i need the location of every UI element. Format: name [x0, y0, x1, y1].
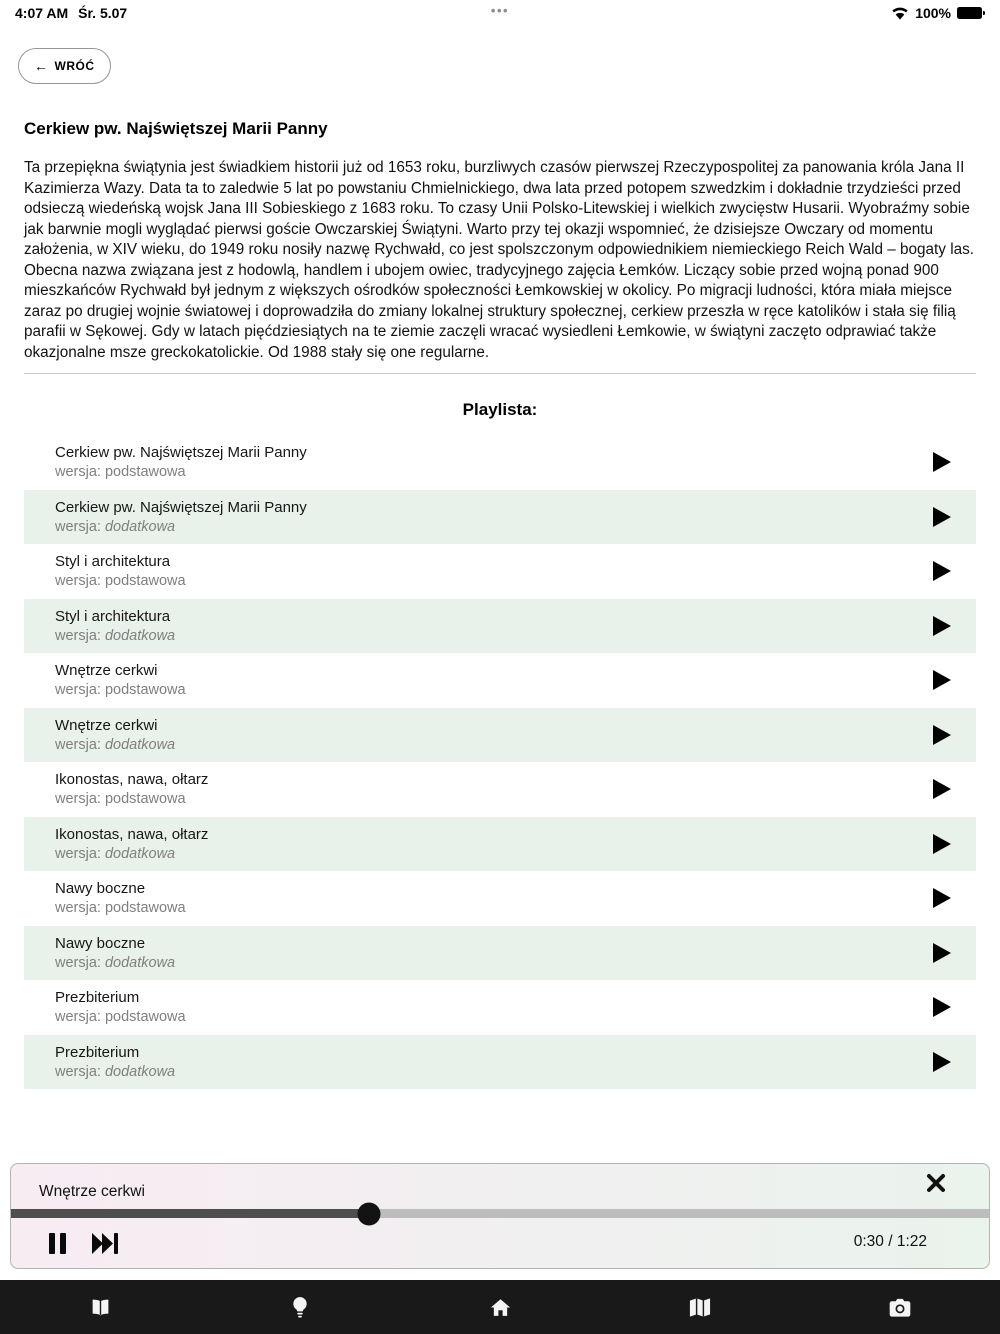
playlist-item-version: dodatkowa	[104, 518, 176, 535]
playlist-item-version-line	[55, 1064, 933, 1080]
playlist-item-version-line	[55, 846, 933, 862]
status-date: Śr. 5.07	[78, 5, 128, 21]
skip-next-icon[interactable]	[92, 1233, 118, 1254]
playlist-item[interactable]	[24, 599, 976, 654]
play-button[interactable]	[933, 779, 951, 799]
playlist-item-version-prefix: wersja:	[55, 1063, 105, 1080]
playlist-item[interactable]	[24, 435, 976, 490]
nav-item-map[interactable]	[600, 1280, 800, 1334]
nav-item-lightbulb[interactable]	[200, 1280, 400, 1334]
playlist-item-version: podstawowa	[104, 900, 186, 917]
playlist-item-version-line	[55, 1009, 933, 1025]
play-button[interactable]	[933, 943, 951, 963]
playlist-item[interactable]	[24, 490, 976, 545]
playlist-item-version-prefix: wersja:	[55, 464, 105, 481]
status-time: 4:07 AM	[15, 5, 69, 21]
playlist-item[interactable]	[24, 708, 976, 763]
playlist-item-version-prefix: wersja:	[55, 791, 105, 808]
audioguide-icon	[90, 1297, 111, 1318]
playlist-item-version-line	[55, 791, 933, 807]
play-button[interactable]	[933, 670, 951, 690]
close-icon[interactable]	[925, 1172, 947, 1194]
back-arrow-icon: ←	[34, 58, 49, 74]
wifi-icon	[891, 7, 909, 20]
play-button[interactable]	[933, 1052, 951, 1072]
playlist-item-version: dodatkowa	[104, 627, 176, 644]
playlist-item-version: podstawowa	[104, 1009, 186, 1026]
play-button[interactable]	[933, 888, 951, 908]
playlist-item-version-prefix: wersja:	[55, 682, 105, 699]
playlist-item-version-prefix: wersja:	[55, 1009, 105, 1026]
nav-item-audioguide[interactable]	[0, 1280, 200, 1334]
audio-player	[10, 1163, 990, 1269]
playlist-item-version-line	[55, 682, 933, 698]
playlist-item-title: Prezbiterium	[55, 1043, 140, 1061]
main-content	[24, 119, 976, 1089]
player-time: 0:30 / 1:22	[853, 1233, 927, 1250]
playlist-item-title: Wnętrze cerkwi	[55, 662, 158, 680]
playlist-item-title: Wnętrze cerkwi	[55, 716, 158, 734]
playlist-item-title: Nawy boczne	[55, 880, 146, 898]
playlist-item-title: Styl i architektura	[55, 607, 171, 625]
battery-icon	[957, 7, 985, 19]
playlist-item-version-line	[55, 519, 933, 535]
playlist-item-title: Ikonostas, nawa, ołtarz	[55, 825, 209, 843]
playlist	[24, 435, 976, 1089]
back-button[interactable]	[18, 48, 111, 84]
bottom-nav	[0, 1280, 1000, 1334]
nav-item-camera[interactable]	[800, 1280, 1000, 1334]
playlist-item[interactable]	[24, 871, 976, 926]
playlist-item[interactable]	[24, 1035, 976, 1090]
playlist-item-title: Nawy boczne	[55, 934, 146, 952]
play-button[interactable]	[933, 725, 951, 745]
playlist-item-version-line	[55, 955, 933, 971]
progress-slider[interactable]	[11, 1209, 989, 1218]
playlist-item-version: dodatkowa	[104, 1063, 176, 1080]
playlist-item-version-line	[55, 464, 933, 480]
playlist-item-version: podstawowa	[104, 682, 186, 699]
play-button[interactable]	[933, 452, 951, 472]
playlist-item-version: dodatkowa	[104, 736, 176, 753]
nav-item-home[interactable]	[400, 1280, 600, 1334]
playlist-item[interactable]	[24, 980, 976, 1035]
play-button[interactable]	[933, 561, 951, 581]
playlist-item[interactable]	[24, 926, 976, 981]
map-icon	[689, 1297, 711, 1318]
playlist-item-version: podstawowa	[104, 573, 186, 590]
playlist-heading: Playlista:	[462, 400, 538, 419]
play-button[interactable]	[933, 834, 951, 854]
progress-thumb[interactable]	[357, 1202, 380, 1225]
lightbulb-icon	[291, 1296, 309, 1319]
progress-fill	[11, 1209, 369, 1218]
play-button[interactable]	[933, 997, 951, 1017]
playlist-item-title: Ikonostas, nawa, ołtarz	[55, 771, 209, 789]
playlist-item-version-line	[55, 628, 933, 644]
playlist-item[interactable]	[24, 762, 976, 817]
back-button-label: WRÓĆ	[54, 59, 95, 73]
playlist-item-title: Styl i architektura	[55, 553, 171, 571]
playlist-item-version-line	[55, 573, 933, 589]
playlist-item-version: dodatkowa	[104, 845, 176, 862]
playlist-item-version: podstawowa	[104, 791, 186, 808]
playlist-item[interactable]	[24, 817, 976, 872]
playlist-item-version-line	[55, 900, 933, 916]
camera-icon	[889, 1298, 911, 1317]
play-button[interactable]	[933, 507, 951, 527]
playlist-item-version-prefix: wersja:	[55, 954, 105, 971]
playlist-item-version-prefix: wersja:	[55, 900, 105, 917]
multitask-dots[interactable]: •••	[490, 3, 510, 18]
player-track-title: Wnętrze cerkwi	[39, 1183, 145, 1200]
playlist-item-title: Cerkiew pw. Najświętszej Marii Panny	[55, 444, 307, 462]
home-icon	[490, 1297, 511, 1318]
playlist-item-title: Prezbiterium	[55, 989, 140, 1007]
playlist-item-version: podstawowa	[104, 464, 186, 481]
playlist-item[interactable]	[24, 544, 976, 599]
pause-icon[interactable]	[49, 1233, 66, 1254]
page-title: Cerkiew pw. Najświętszej Marii Panny	[24, 119, 328, 138]
playlist-item-version-prefix: wersja:	[55, 573, 105, 590]
playlist-item-title: Cerkiew pw. Najświętszej Marii Panny	[55, 498, 307, 516]
playlist-item-version-prefix: wersja:	[55, 518, 105, 535]
playlist-item-version: dodatkowa	[104, 954, 176, 971]
playlist-item-version-prefix: wersja:	[55, 845, 105, 862]
article-body: Ta przepiękna świątynia jest świadkiem historii już od 1653 roku, burzliwych czasów pierwszej Rzeczypospolitej za panowania króla Jana II Kazimierza Wazy. Data ta to zaledwie 5 lat po powstaniu Chmielnickiego, dwa lata przed potopem szwedzkim i dokładnie trzydzieści przed odsieczą wiedeńską wojsk Jana III Sobieskiego z 1683 roku. To czasy Unii Polsko-Litewskiej i wielkich zwycięstw Husarii. Wyobraźmy sobie jak barwnie mogli wyglądać pierwsi goście Owczarskiej Świątyni. Warto przy tej okazji wspomnieć, że dzisiejsze Owczary od momentu założenia, w XIV wieku, do 1949 roku nosiły nazwę Rychwałd, co jest spolszczonym odpowiednikiem niemieckiego Reich Wald – bogaty las. Obecna nazwa związana jest z hodowlą, handlem i ubojem owiec, tradycyjnego zajęcia Łemków. Liczący sobie przed wojną ponad 900 mieszkańców Rychwałd był jednym z większych ośrodków społeczności Łemkowskiej w okolicy. Po migracji ludności, która miała miejsce zaraz po drugiej wojnie światowej i doprowadziła do zmiany lokalnej struktury społecznej, cerkiew przeszła w ręce katolików i stała się filią parafii w Sękowej. Gdy w latach pięćdziesiątych na te ziemie zaczęli wracać wysiedleni Łemkowie, w świątyni zaczęto odprawiać także okazjonalne msze greckokatolickie. Od 1988 stały się one regularne.	[24, 158, 976, 374]
playlist-item-version-prefix: wersja:	[55, 736, 105, 753]
playlist-item-version-prefix: wersja:	[55, 627, 105, 644]
playlist-item[interactable]	[24, 653, 976, 708]
battery-percent: 100%	[915, 5, 951, 21]
status-bar	[0, 0, 1000, 26]
playlist-item-version-line	[55, 737, 933, 753]
play-button[interactable]	[933, 616, 951, 636]
